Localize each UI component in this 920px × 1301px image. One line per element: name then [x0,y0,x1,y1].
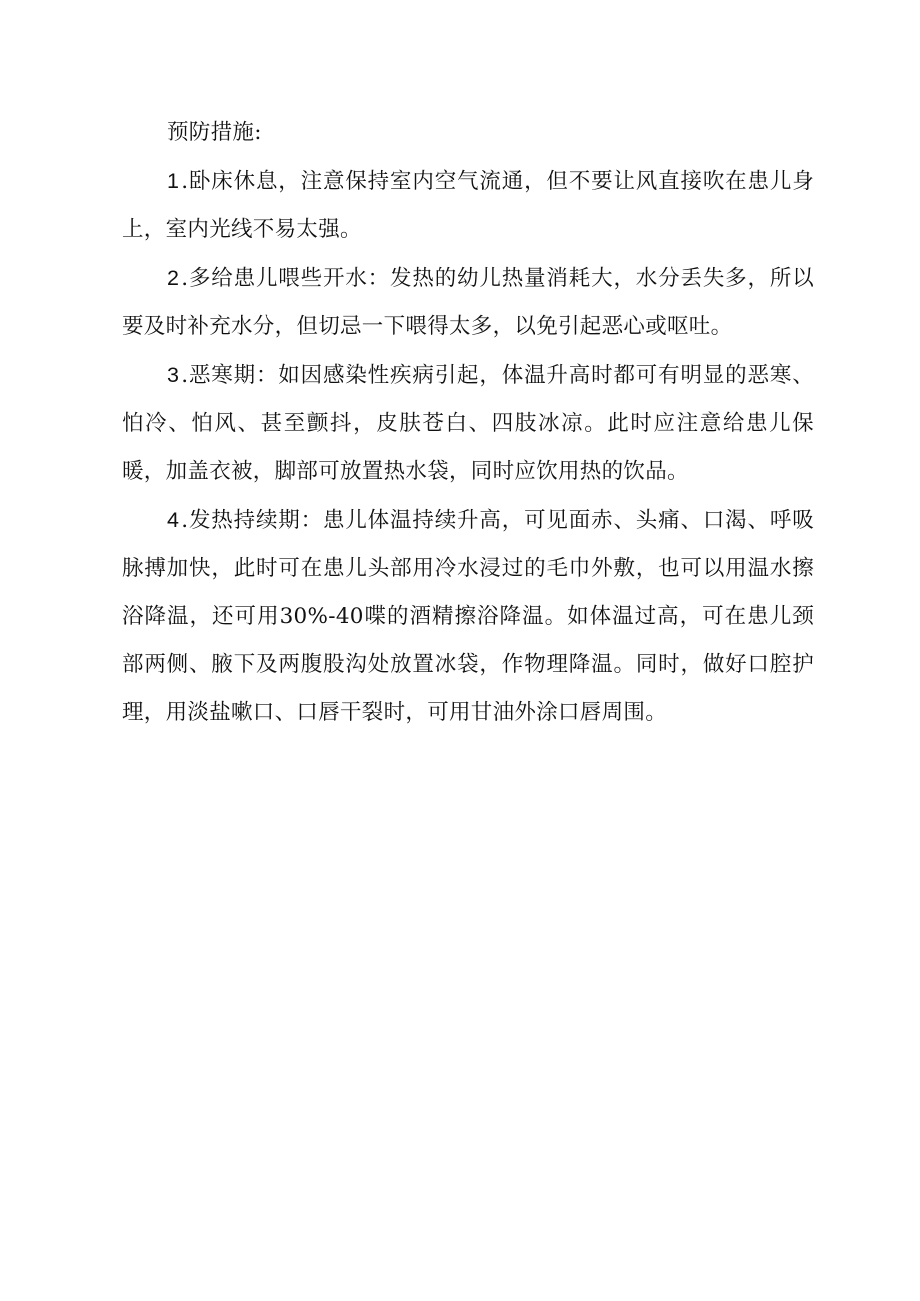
item-text: .发热持续期：患儿体温持续升高，可见面赤、头痛、口渴、呼吸脉搏加快，此时可在患儿头部用冷水浸过的毛巾外敷，也可以用温水擦浴降温，还可用30%-40喋的酒精擦浴降温。如体温过高，可在患儿颈部两侧、腋下及两腹股沟处放置冰袋，作物理降温。同时，做好口腔护理，用淡盐嗽口、口唇干裂时，可用甘油外涂口唇周围。 [122,508,814,725]
item-text: .恶寒期：如因感染性疾病引起，体温升高时都可有明显的恶寒、怕冷、怕风、甚至颤抖，皮肤苍白、四肢冰凉。此时应注意给患儿保暖，加盖衣被，脚部可放置热水袋，同时应饮用热的饮品。 [122,363,814,484]
list-item [122,351,814,496]
item-text: .卧床休息，注意保持室内空气流通，但不要让风直接吹在患儿身上，室内光线不易太强。 [122,169,814,242]
list-item [122,157,814,254]
item-number: 1 [167,169,180,193]
item-number: 2 [167,266,180,290]
item-number: 4 [167,508,180,532]
document-body [122,109,814,737]
list-item [122,254,814,351]
item-text: .多给患儿喂些开水：发热的幼儿热量消耗大，水分丢失多，所以要及时补充水分，但切忌一下喂得太多，以免引起恶心或呕吐。 [122,266,814,339]
list-item [122,496,814,737]
item-number: 3 [167,363,180,387]
section-heading: 预防措施: [167,120,262,145]
